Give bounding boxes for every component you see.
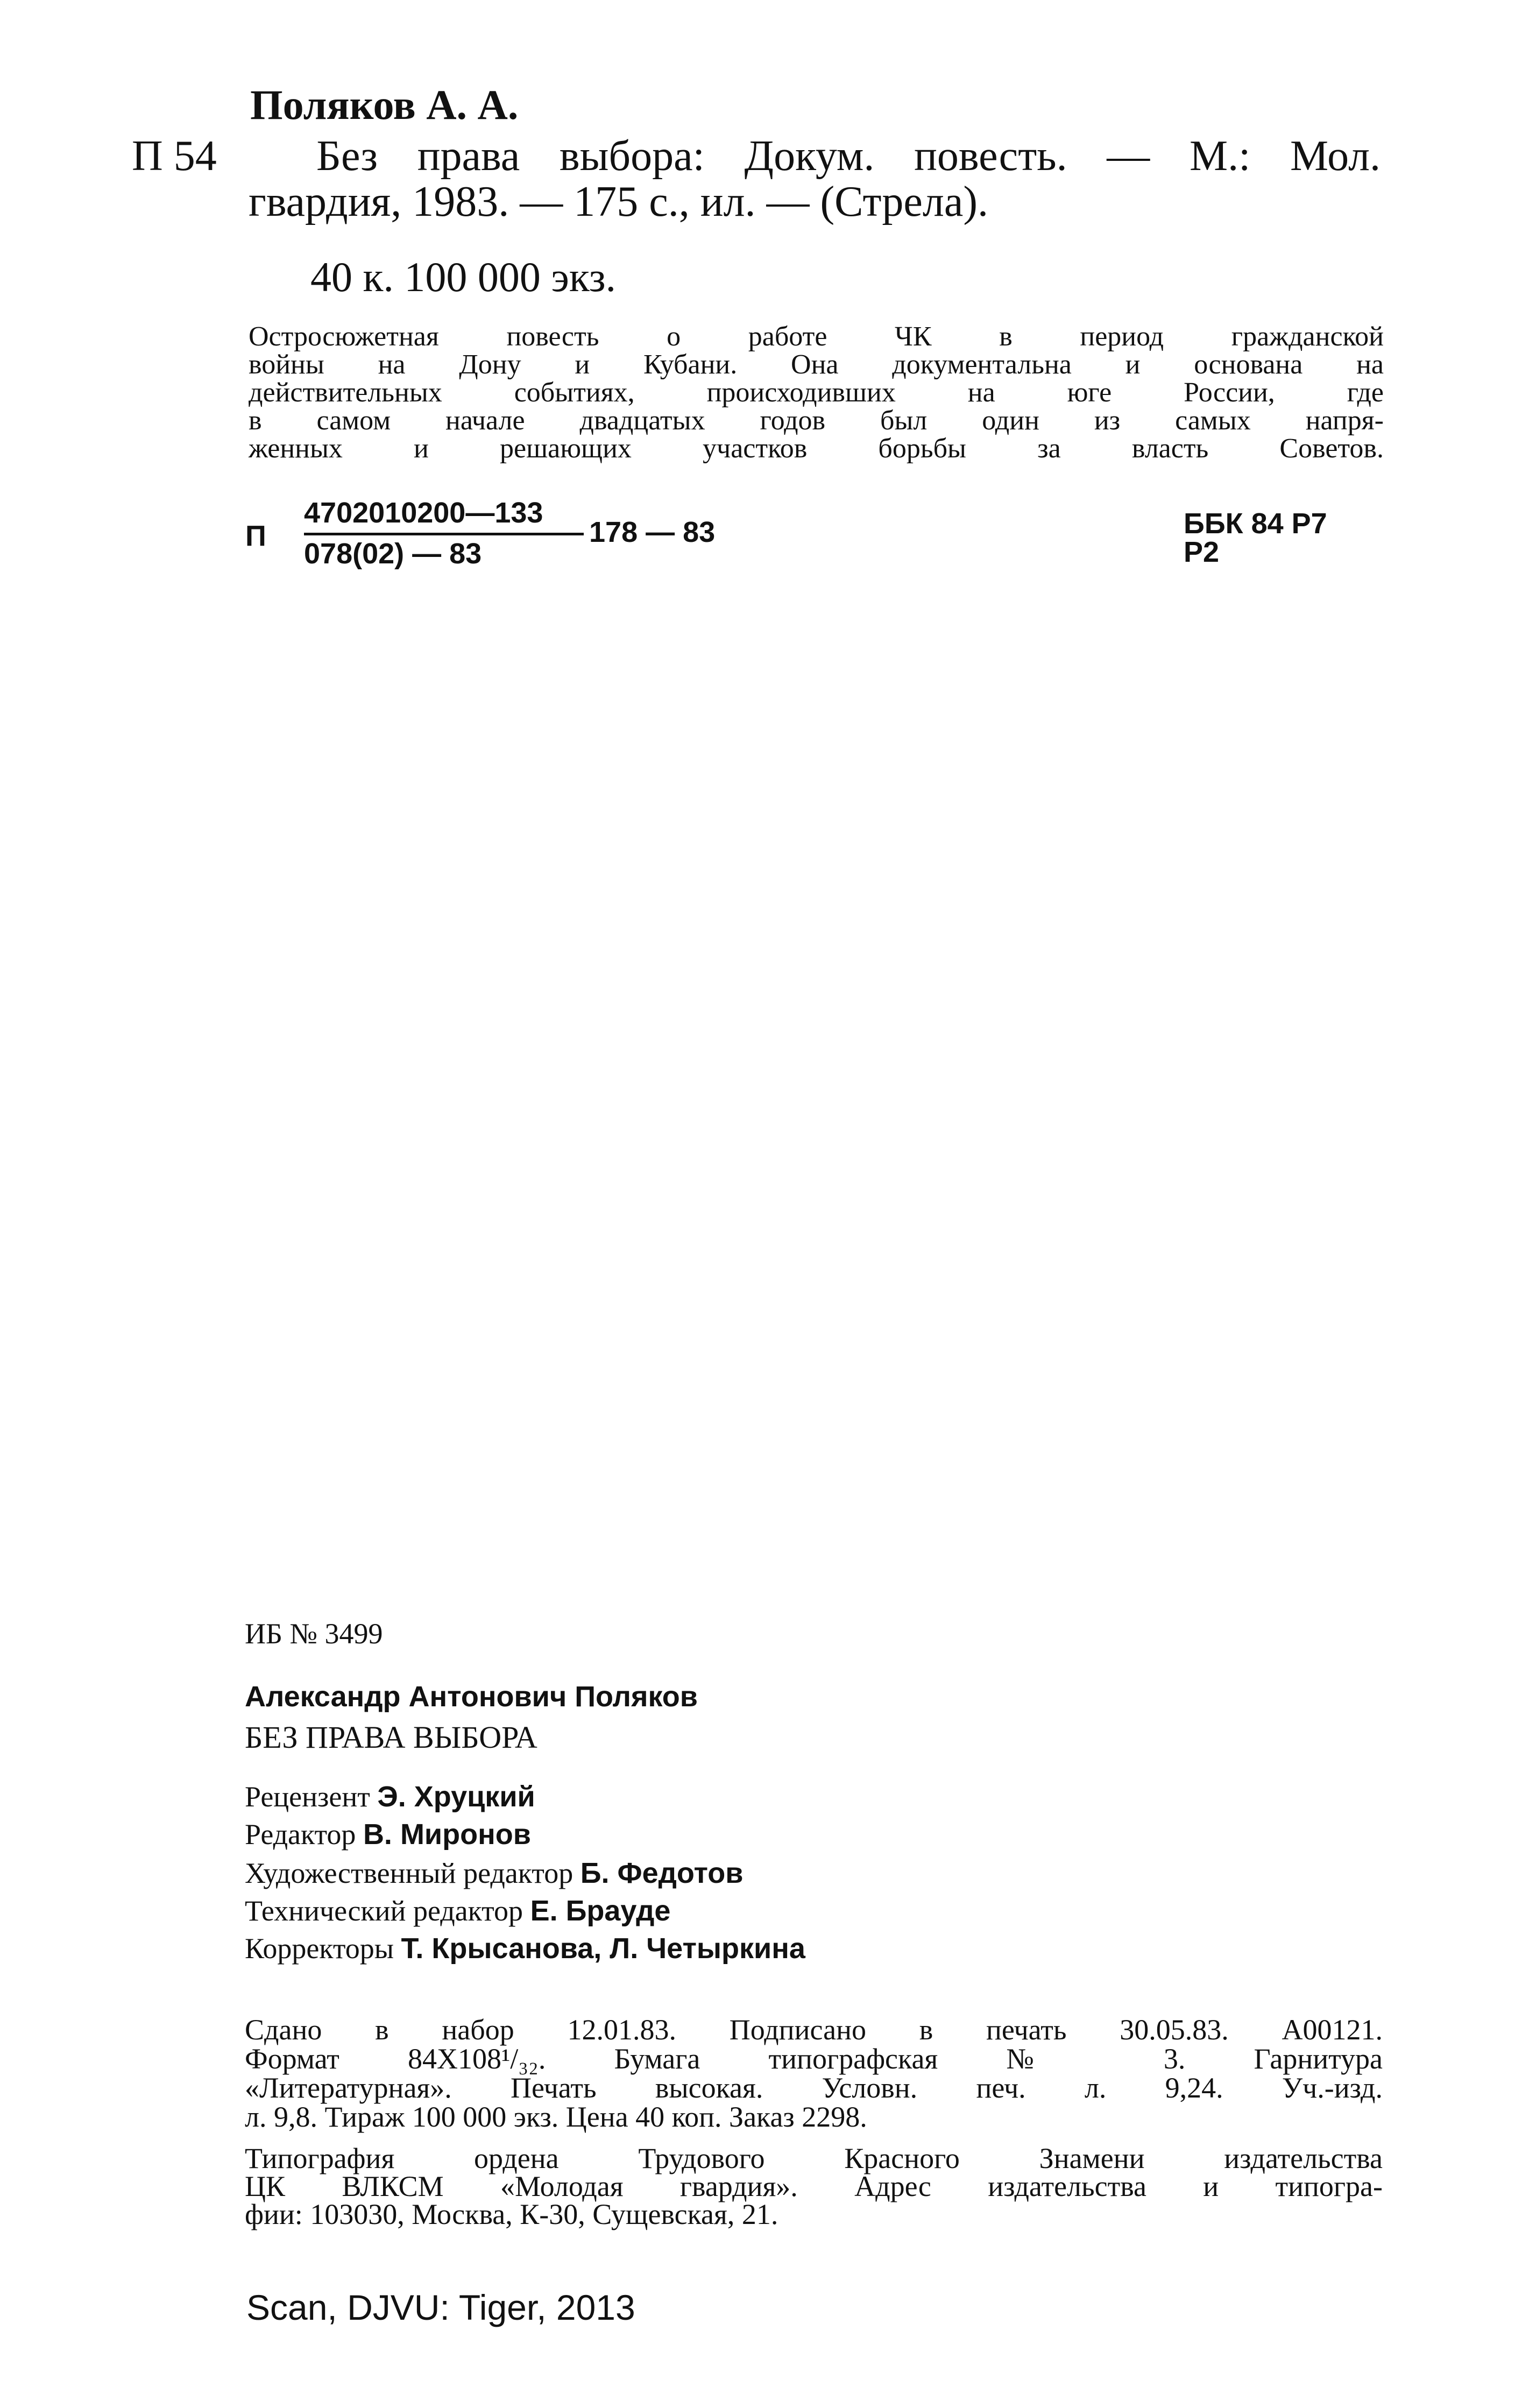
annotation-line: Остросюжетная повесть о работе ЧК в период гражданской — [249, 321, 1384, 352]
credit-line — [245, 1818, 531, 1851]
printer-line: фии: 103030, Москва, К-30, Сущевская, 21. — [245, 2198, 778, 2230]
credit-role: Рецензент — [245, 1781, 370, 1813]
classification-code: 178 — 83 — [589, 516, 716, 548]
credit-line — [245, 1932, 805, 1965]
bibliographic-title-line-2: гвардия, 1983. — 175 с., ил. — (Стрела). — [249, 178, 988, 225]
annotation-line: действительных событиях, происходивших на юге России, где — [249, 377, 1384, 408]
shelf-code: П 54 — [132, 132, 217, 180]
author-name: Поляков А. А. — [250, 81, 519, 128]
fraction-bar — [304, 533, 584, 535]
credit-role: Редактор — [245, 1818, 356, 1851]
annotation-line: в самом начале двадцатых годов был один из самых напря- — [249, 405, 1384, 436]
credit-line — [245, 1780, 535, 1813]
author-full-name: Александр Антонович Поляков — [245, 1680, 698, 1713]
book-title: БЕЗ ПРАВА ВЫБОРА — [245, 1720, 537, 1755]
printer-line: ЦК ВЛКСМ «Молодая гвардия». Адрес издательства и типогра- — [245, 2170, 1383, 2202]
bbk-index: ББК 84 Р7 — [1184, 507, 1327, 540]
price-and-print-run: 40 к. 100 000 экз. — [310, 253, 617, 300]
credit-person: В. Миронов — [363, 1818, 531, 1851]
imprint — [245, 2015, 1383, 2131]
classification-numerator: 4702010200—133 — [304, 497, 543, 529]
imprint-line: Сдано в набор 12.01.83. Подписано в печать 30.05.83. А00121. — [245, 2014, 1383, 2046]
imprint-line: л. 9,8. Тираж 100 000 экз. Цена 40 коп. Заказ 2298. — [245, 2101, 867, 2133]
credit-person: Э. Хруцкий — [377, 1781, 535, 1813]
printer-line: Типография ордена Трудового Красного Знамени издательства — [245, 2142, 1383, 2174]
printer-info — [245, 2144, 1383, 2228]
credit-role: Корректоры — [245, 1932, 394, 1965]
annotation-line: войны на Дону и Кубани. Она документальна и основана на — [249, 349, 1384, 380]
bbk-subindex: Р2 — [1184, 536, 1220, 568]
ib-number: ИБ № 3499 — [245, 1618, 383, 1650]
credit-person: Т. Крысанова, Л. Четыркина — [401, 1932, 805, 1965]
credit-person: Е. Брауде — [530, 1895, 671, 1927]
imprint-line: «Литературная». Печать высокая. Условн. печ. л. 9,24. Уч.-изд. — [245, 2072, 1383, 2104]
credit-person: Б. Федотов — [580, 1857, 744, 1889]
credit-line — [245, 1894, 670, 1927]
imprint-line: Формат 84Х108¹/₃₂. Бумага типографская № 3. Гарнитура — [245, 2043, 1383, 2075]
classification-denominator: 078(02) — 83 — [304, 538, 482, 570]
annotation — [249, 323, 1384, 463]
bibliographic-title-line-1: Без права выбора: Докум. повесть. — М.: Мол. — [316, 132, 1381, 180]
credit-line — [245, 1856, 743, 1890]
scan-credit: Scan, DJVU: Tiger, 2013 — [246, 2287, 635, 2327]
credit-role: Технический редактор — [245, 1895, 523, 1927]
credit-role: Художественный редактор — [245, 1857, 574, 1889]
annotation-line: женных и решающих участков борьбы за власть Советов. — [249, 433, 1384, 464]
classification-letter: П — [245, 520, 266, 552]
